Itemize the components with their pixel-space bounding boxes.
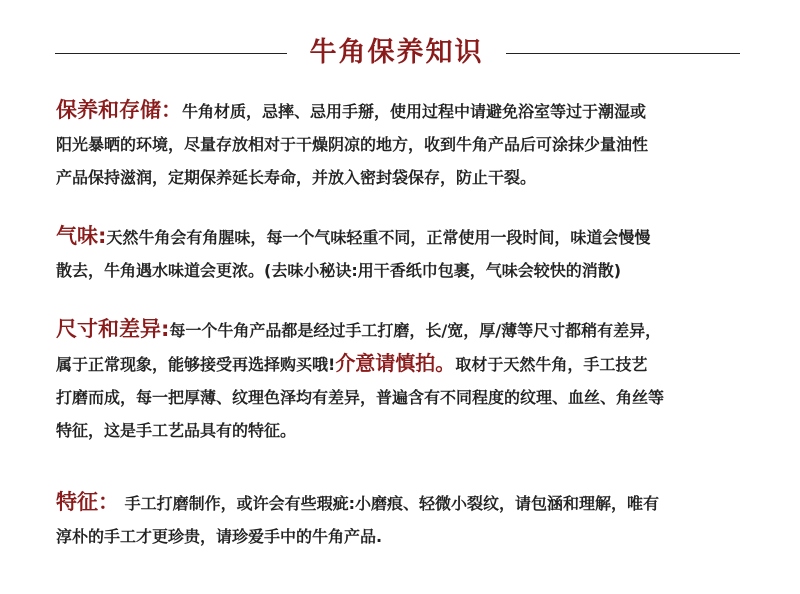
section-size-difference	[56, 313, 756, 447]
care-line-1	[56, 94, 756, 128]
size-text-1: 每一个牛角产品都是经过手工打磨，长/宽，厚/薄等尺寸都稍有差异，	[169, 321, 662, 340]
feature-line-2: 淳朴的手工才更珍贵，请珍爱手中的牛角产品.	[56, 527, 383, 546]
page-title: 牛角保养知识	[309, 37, 484, 68]
size-line-4: 特征，这是手工艺品具有的特征。	[56, 421, 297, 440]
feature-text-1: 手工打磨制作，或许会有些瑕疵:小磨痕、轻微小裂纹，请包涵和理解，唯有	[119, 494, 659, 513]
title-row	[0, 28, 800, 78]
size-text-2b: 取材于天然牛角，手工技艺	[455, 355, 648, 374]
care-heading: 保养和存储：	[56, 98, 182, 122]
section-feature	[56, 486, 756, 553]
section-smell	[56, 220, 756, 287]
size-line-3: 打磨而成，每一把厚薄、纹理色泽均有差异，普遍含有不同程度的纹理、血丝、角丝等	[56, 388, 665, 407]
title-divider-right	[506, 53, 740, 54]
size-highlight-warning: 介意请慎拍。	[335, 351, 456, 375]
size-heading: 尺寸和差异:	[56, 317, 170, 341]
smell-heading: 气味:	[56, 224, 107, 248]
title-divider-left	[55, 53, 287, 54]
smell-line-2: 散去，牛角遇水味道会更浓。(去味小秘诀:用干香纸巾包裹，气味会较快的消散)	[56, 261, 622, 280]
smell-text-1: 天然牛角会有角腥味，每一个气味轻重不同，正常使用一段时间，味道会慢慢	[106, 228, 651, 247]
size-line-2	[56, 347, 756, 381]
feature-heading: 特征：	[56, 490, 119, 514]
size-line-1	[56, 313, 756, 347]
care-text-1: 牛角材质，忌摔、忌用手掰，使用过程中请避免浴室等过于潮湿或	[182, 102, 647, 121]
feature-line-1	[56, 486, 756, 520]
smell-line-1	[56, 220, 756, 254]
care-line-2: 阳光暴晒的环境，尽量存放相对于干燥阴凉的地方，收到牛角产品后可涂抹少量油性	[56, 135, 649, 154]
care-line-3: 产品保持滋润，定期保养延长寿命，并放入密封袋保存，防止干裂。	[56, 168, 537, 187]
size-text-2a: 属于正常现象，能够接受再选择购买哦!	[56, 355, 336, 374]
section-care-storage	[56, 94, 756, 194]
